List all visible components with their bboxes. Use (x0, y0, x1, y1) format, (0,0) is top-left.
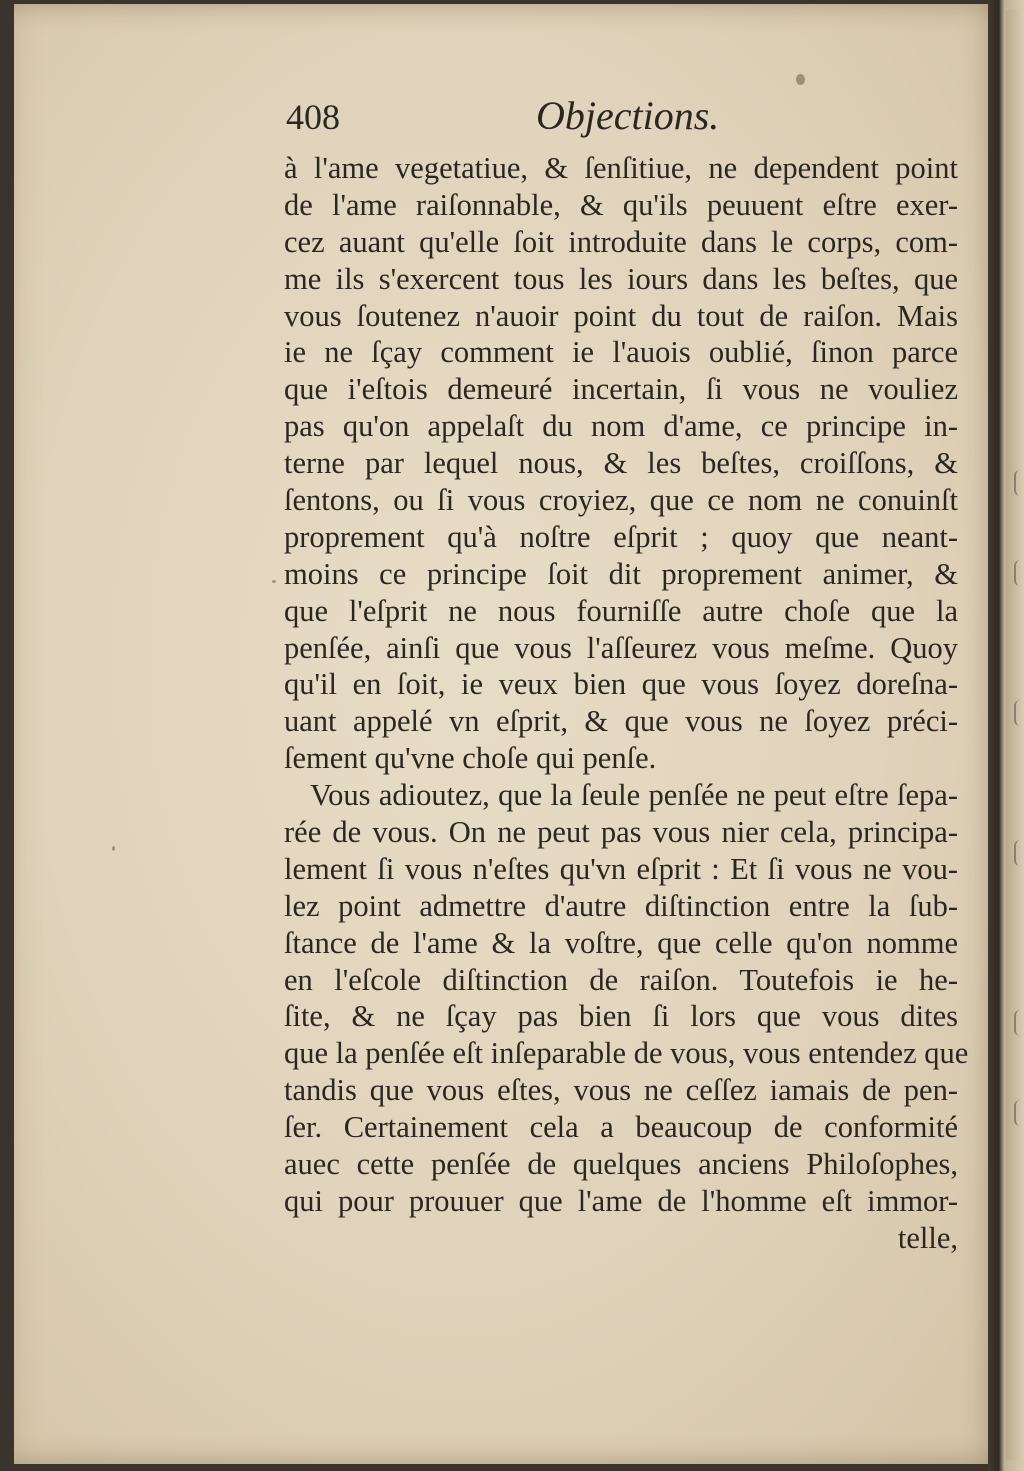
text-line: que i'eſtois demeuré incertain, ſi vous ne vouliez (284, 372, 958, 407)
text-line: pas qu'on appelaſt du nom d'ame, ce principe in- (284, 409, 958, 444)
text-line: ſtance de l'ame & la voſtre, que celle qu'on nomme (284, 925, 958, 960)
text-line: que la penſée eſt inſeparable de vous, vous entendez que (284, 1036, 969, 1071)
text-line: me ils s'exercent tous les iours dans les beſtes, que (284, 261, 958, 296)
text-line: lez point admettre d'autre diſtinction entre la ſub- (284, 888, 958, 923)
facing-page-edge (1006, 10, 1024, 1460)
running-title: Objections. (536, 93, 720, 138)
text-line: terne par lequel nous, & les beſtes, croiſſons, & (284, 446, 958, 481)
text-line: ſentons, ou ſi vous croyiez, que ce nom ne conuinſt (284, 483, 958, 518)
text-line: ſement qu'vne choſe qui penſe. (284, 741, 657, 776)
catchword: telle, (897, 1220, 958, 1255)
ink-speck (112, 846, 115, 851)
text-line: tandis que vous eſtes, vous ne ceſſez iamais de pen- (284, 1073, 958, 1108)
text-line: rée de vous. On ne peut pas vous nier cela, principa- (284, 815, 958, 850)
ink-spot (796, 74, 805, 85)
facing-page-letter-fragment (1014, 470, 1022, 496)
page-number: 408 (286, 97, 340, 137)
text-line: lement ſi vous n'eſtes qu'vn eſprit : Et ſi vous ne vou- (284, 851, 958, 886)
text-line: auec cette penſée de quelques anciens Philoſophes, (284, 1147, 958, 1182)
text-line: vous ſoutenez n'auoir point du tout de raiſon. Mais (284, 298, 958, 333)
page-header (286, 92, 756, 142)
text-line: proprement qu'à noſtre eſprit ; quoy que neant- (284, 519, 958, 554)
facing-page-letter-fragment (1014, 700, 1022, 726)
text-line: ſer. Certainement cela a beaucoup de conformité (284, 1110, 958, 1145)
facing-page-letter-fragment (1014, 840, 1022, 866)
text-line: qui pour prouuer que l'ame de l'homme eſt immor- (284, 1183, 958, 1218)
text-line: en l'eſcole diſtinction de raiſon. Toutefois ie he- (284, 962, 958, 997)
text-line: uant appelé vn eſprit, & que vous ne ſoyez préci- (284, 704, 958, 739)
text-line: moins ce principe ſoit dit proprement animer, & (284, 556, 958, 591)
paragraph-start-line: Vous adioutez, que la ſeule penſée ne peut eſtre ſepa- (310, 778, 958, 813)
text-line: ſite, & ne ſçay pas bien ſi lors que vous dites (284, 999, 958, 1034)
text-line: à l'ame vegetatiue, & ſenſitiue, ne dependent point (284, 151, 958, 185)
text-line: cez auant qu'elle ſoit introduite dans le corps, com- (284, 224, 958, 259)
text-line: ie ne ſçay comment ie l'auois oublié, ſinon parce (284, 335, 958, 370)
facing-page-letter-fragment (1014, 1010, 1022, 1036)
ink-speck (272, 580, 276, 583)
facing-page-letter-fragment (1014, 1100, 1022, 1126)
text-line: que l'eſprit ne nous fourniſſe autre choſe que la (284, 593, 958, 628)
facing-page-letter-fragment (1014, 560, 1022, 586)
text-line: qu'il en ſoit, ie veux bien que vous ſoyez doreſna- (284, 667, 958, 702)
text-line: de l'ame raiſonnable, & qu'ils peuuent eſtre exer- (284, 187, 958, 222)
body-text (284, 150, 969, 1257)
text-line: penſée, ainſi que vous l'aſſeurez vous meſme. Quoy (284, 630, 958, 665)
